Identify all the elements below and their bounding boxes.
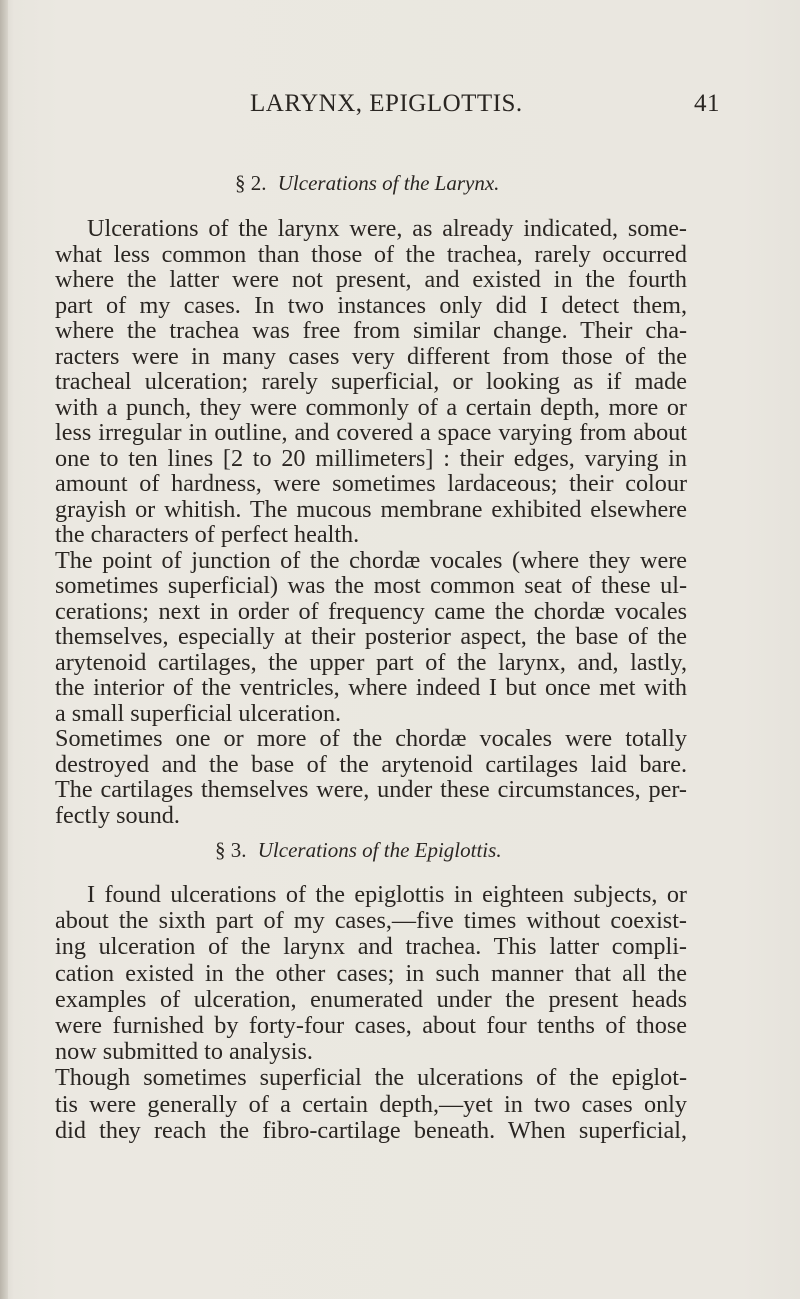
section-heading-larynx — [235, 171, 499, 196]
text-line: cerations; next in order of frequency came the chordæ vocales — [55, 597, 687, 625]
text-line: tis were generally of a certain depth,—yet in two cases only — [55, 1090, 687, 1118]
text-line: destroyed and the base of the arytenoid cartilages laid bare. — [55, 750, 687, 778]
text-line: The cartilages themselves were, under these circumstances, per- — [55, 776, 687, 803]
section-heading-epiglottis — [215, 838, 502, 863]
text-line: the interior of the ventricles, where indeed I but once met with — [55, 674, 687, 701]
running-title: LARYNX, EPIGLOTTIS. — [250, 90, 523, 117]
text-line: one to ten lines [2 to 20 millimeters] : their edges, varying in — [55, 444, 687, 472]
text-line: examples of ulceration, enumerated under the present heads — [55, 985, 687, 1013]
text-line: a small superficial ulceration. — [55, 699, 342, 727]
text-line: The point of junction of the chordæ vocales (where they were — [55, 546, 687, 574]
text-line: cation existed in the other cases; in such manner that all the — [55, 959, 687, 987]
text-line: Ulcerations of the larynx were, as already indicated, some- — [87, 215, 687, 242]
text-line: tracheal ulceration; rarely superficial, or looking as if made — [55, 368, 687, 395]
section-number: § 3. — [215, 838, 247, 862]
text-line: amount of hardness, were sometimes lardaceous; their colour — [55, 470, 687, 497]
binding-edge — [0, 0, 8, 1299]
text-line: I found ulcerations of the epiglottis in eighteen subjects, or — [87, 881, 687, 908]
text-line: ing ulceration of the larynx and trachea. This latter compli- — [55, 933, 687, 961]
page-number: 41 — [694, 90, 720, 117]
text-line: fectly sound. — [55, 801, 180, 829]
text-line: were furnished by forty-four cases, about four tenths of those — [55, 1012, 687, 1039]
page-header — [250, 90, 720, 120]
text-line: the characters of perfect health. — [55, 521, 360, 548]
text-line: about the sixth part of my cases,—five times without coexist- — [55, 907, 687, 935]
text-line: where the latter were not present, and existed in the fourth — [55, 266, 687, 293]
text-line: now submitted to analysis. — [55, 1038, 313, 1066]
text-line: grayish or whitish. The mucous membrane exhibited elsewhere — [55, 495, 687, 523]
text-line: less irregular in outline, and covered a space varying from about — [55, 419, 687, 446]
text-line: with a punch, they were commonly of a certain depth, more or — [55, 393, 687, 421]
text-line: themselves, especially at their posterior aspect, the base of the — [55, 623, 687, 650]
text-line: Sometimes one or more of the chordæ vocales were totally — [55, 725, 687, 752]
text-line: Though sometimes superficial the ulcerations of the epiglot- — [55, 1064, 687, 1092]
text-line: arytenoid cartilages, the upper part of the larynx, and, lastly, — [55, 648, 687, 676]
text-line: part of my cases. In two instances only did I detect them, — [55, 291, 687, 319]
section-title: Ulcerations of the Larynx. — [277, 171, 500, 195]
text-line: did they reach the fibro-cartilage beneath. When superficial, — [55, 1116, 687, 1144]
text-line: what less common than those of the trachea, rarely occurred — [55, 240, 687, 268]
section-number: § 2. — [235, 171, 267, 195]
text-line: where the trachea was free from similar change. Their cha- — [55, 317, 687, 344]
section-title: Ulcerations of the Epiglottis. — [257, 838, 502, 862]
text-line: sometimes superficial) was the most common seat of these ul- — [55, 572, 687, 599]
text-line: racters were in many cases very different from those of the — [55, 342, 687, 370]
